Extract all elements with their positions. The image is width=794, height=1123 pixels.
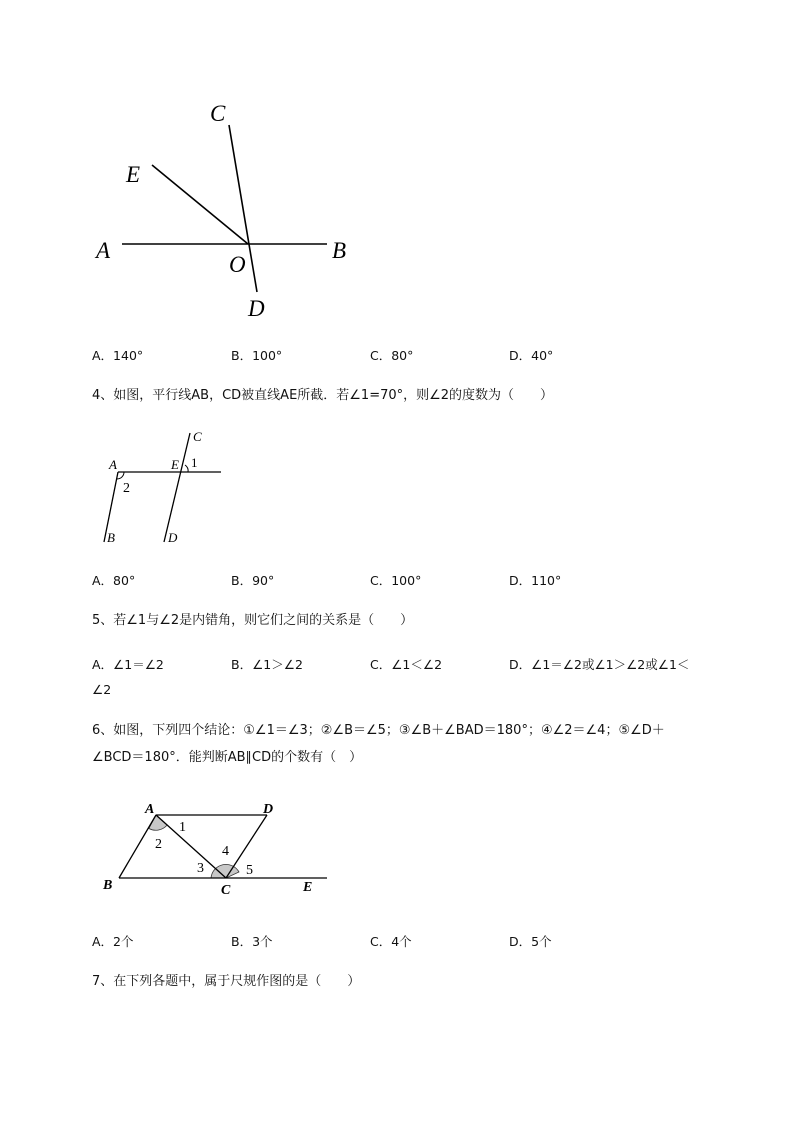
q5-option-b[interactable]: B．∠1＞∠2: [231, 657, 303, 672]
q4-option-c[interactable]: C．100°: [370, 573, 422, 588]
label-c: C: [210, 101, 226, 126]
segment-ac: [156, 815, 226, 878]
label-angle-2b: 2: [155, 837, 162, 852]
q6-option-b[interactable]: B．3个: [231, 934, 273, 949]
q5-option-d[interactable]: D．∠1＝∠2或∠1＞∠2或∠1＜: [509, 657, 690, 672]
label-e: E: [126, 162, 141, 187]
line-cd-slant: [164, 433, 190, 542]
q4-option-b[interactable]: B．90°: [231, 573, 275, 588]
q3-option-b[interactable]: B．100°: [231, 348, 283, 363]
q7-question: 7、在下列各题中，属于尺规作图的是（ ）: [92, 974, 361, 989]
label-angle-5: 5: [246, 863, 253, 878]
q4-option-a[interactable]: A．80°: [92, 573, 136, 588]
q5-option-a[interactable]: A．∠1＝∠2: [92, 657, 164, 672]
ray-oe: [152, 165, 248, 244]
label-e3: E: [303, 880, 313, 895]
label-angle-3: 3: [197, 861, 204, 876]
label-a: A: [96, 238, 111, 263]
figure-parallel-lines: [104, 429, 221, 545]
label-c3: C: [221, 883, 231, 898]
label-b3: B: [103, 878, 113, 893]
label-c2: C: [193, 429, 202, 444]
label-angle-1b: 1: [179, 820, 186, 835]
q5-option-c[interactable]: C．∠1＜∠2: [370, 657, 443, 672]
label-d: D: [248, 296, 265, 321]
q3-option-a[interactable]: A．140°: [92, 348, 144, 363]
label-d3: D: [263, 802, 274, 817]
q3-option-c[interactable]: C．80°: [370, 348, 414, 363]
q6-option-c[interactable]: C．4个: [370, 934, 412, 949]
q6-question-line2: ∠BCD＝180°．能判断AB∥CD的个数有（ ）: [92, 750, 363, 765]
q4-option-d[interactable]: D．110°: [509, 573, 562, 588]
q6-option-a[interactable]: A．2个: [92, 934, 134, 949]
label-angle-4: 4: [222, 844, 229, 859]
q6-option-d[interactable]: D．5个: [509, 934, 552, 949]
angle-1-arc: [185, 465, 188, 472]
label-d2: D: [168, 530, 178, 545]
label-angle-1: 1: [191, 455, 198, 470]
label-b2: B: [107, 530, 115, 545]
label-a2: A: [109, 457, 117, 472]
figure-parallelogram: [102, 802, 327, 898]
label-o: O: [229, 252, 246, 277]
q6-question-line1: 6、如图，下列四个结论：①∠1＝∠3；②∠B＝∠5；③∠B＋∠BAD＝180°；④∠2＝∠4；⑤∠D＋: [92, 723, 665, 738]
label-b: B: [332, 238, 347, 263]
angle-4-shade: [211, 864, 239, 878]
label-angle-2: 2: [123, 481, 130, 496]
q3-option-d[interactable]: D．40°: [509, 348, 554, 363]
q4-question: 4、如图，平行线AB，CD被直线AE所截．若∠1=70°，则∠2的度数为（ ）: [92, 388, 554, 403]
q5-question: 5、若∠1与∠2是内错角，则它们之间的关系是（ ）: [92, 613, 414, 628]
segment-ab: [119, 815, 156, 878]
q5-option-d-wrap: ∠2: [92, 682, 112, 697]
label-e2: E: [171, 457, 179, 472]
label-a3: A: [145, 802, 155, 817]
